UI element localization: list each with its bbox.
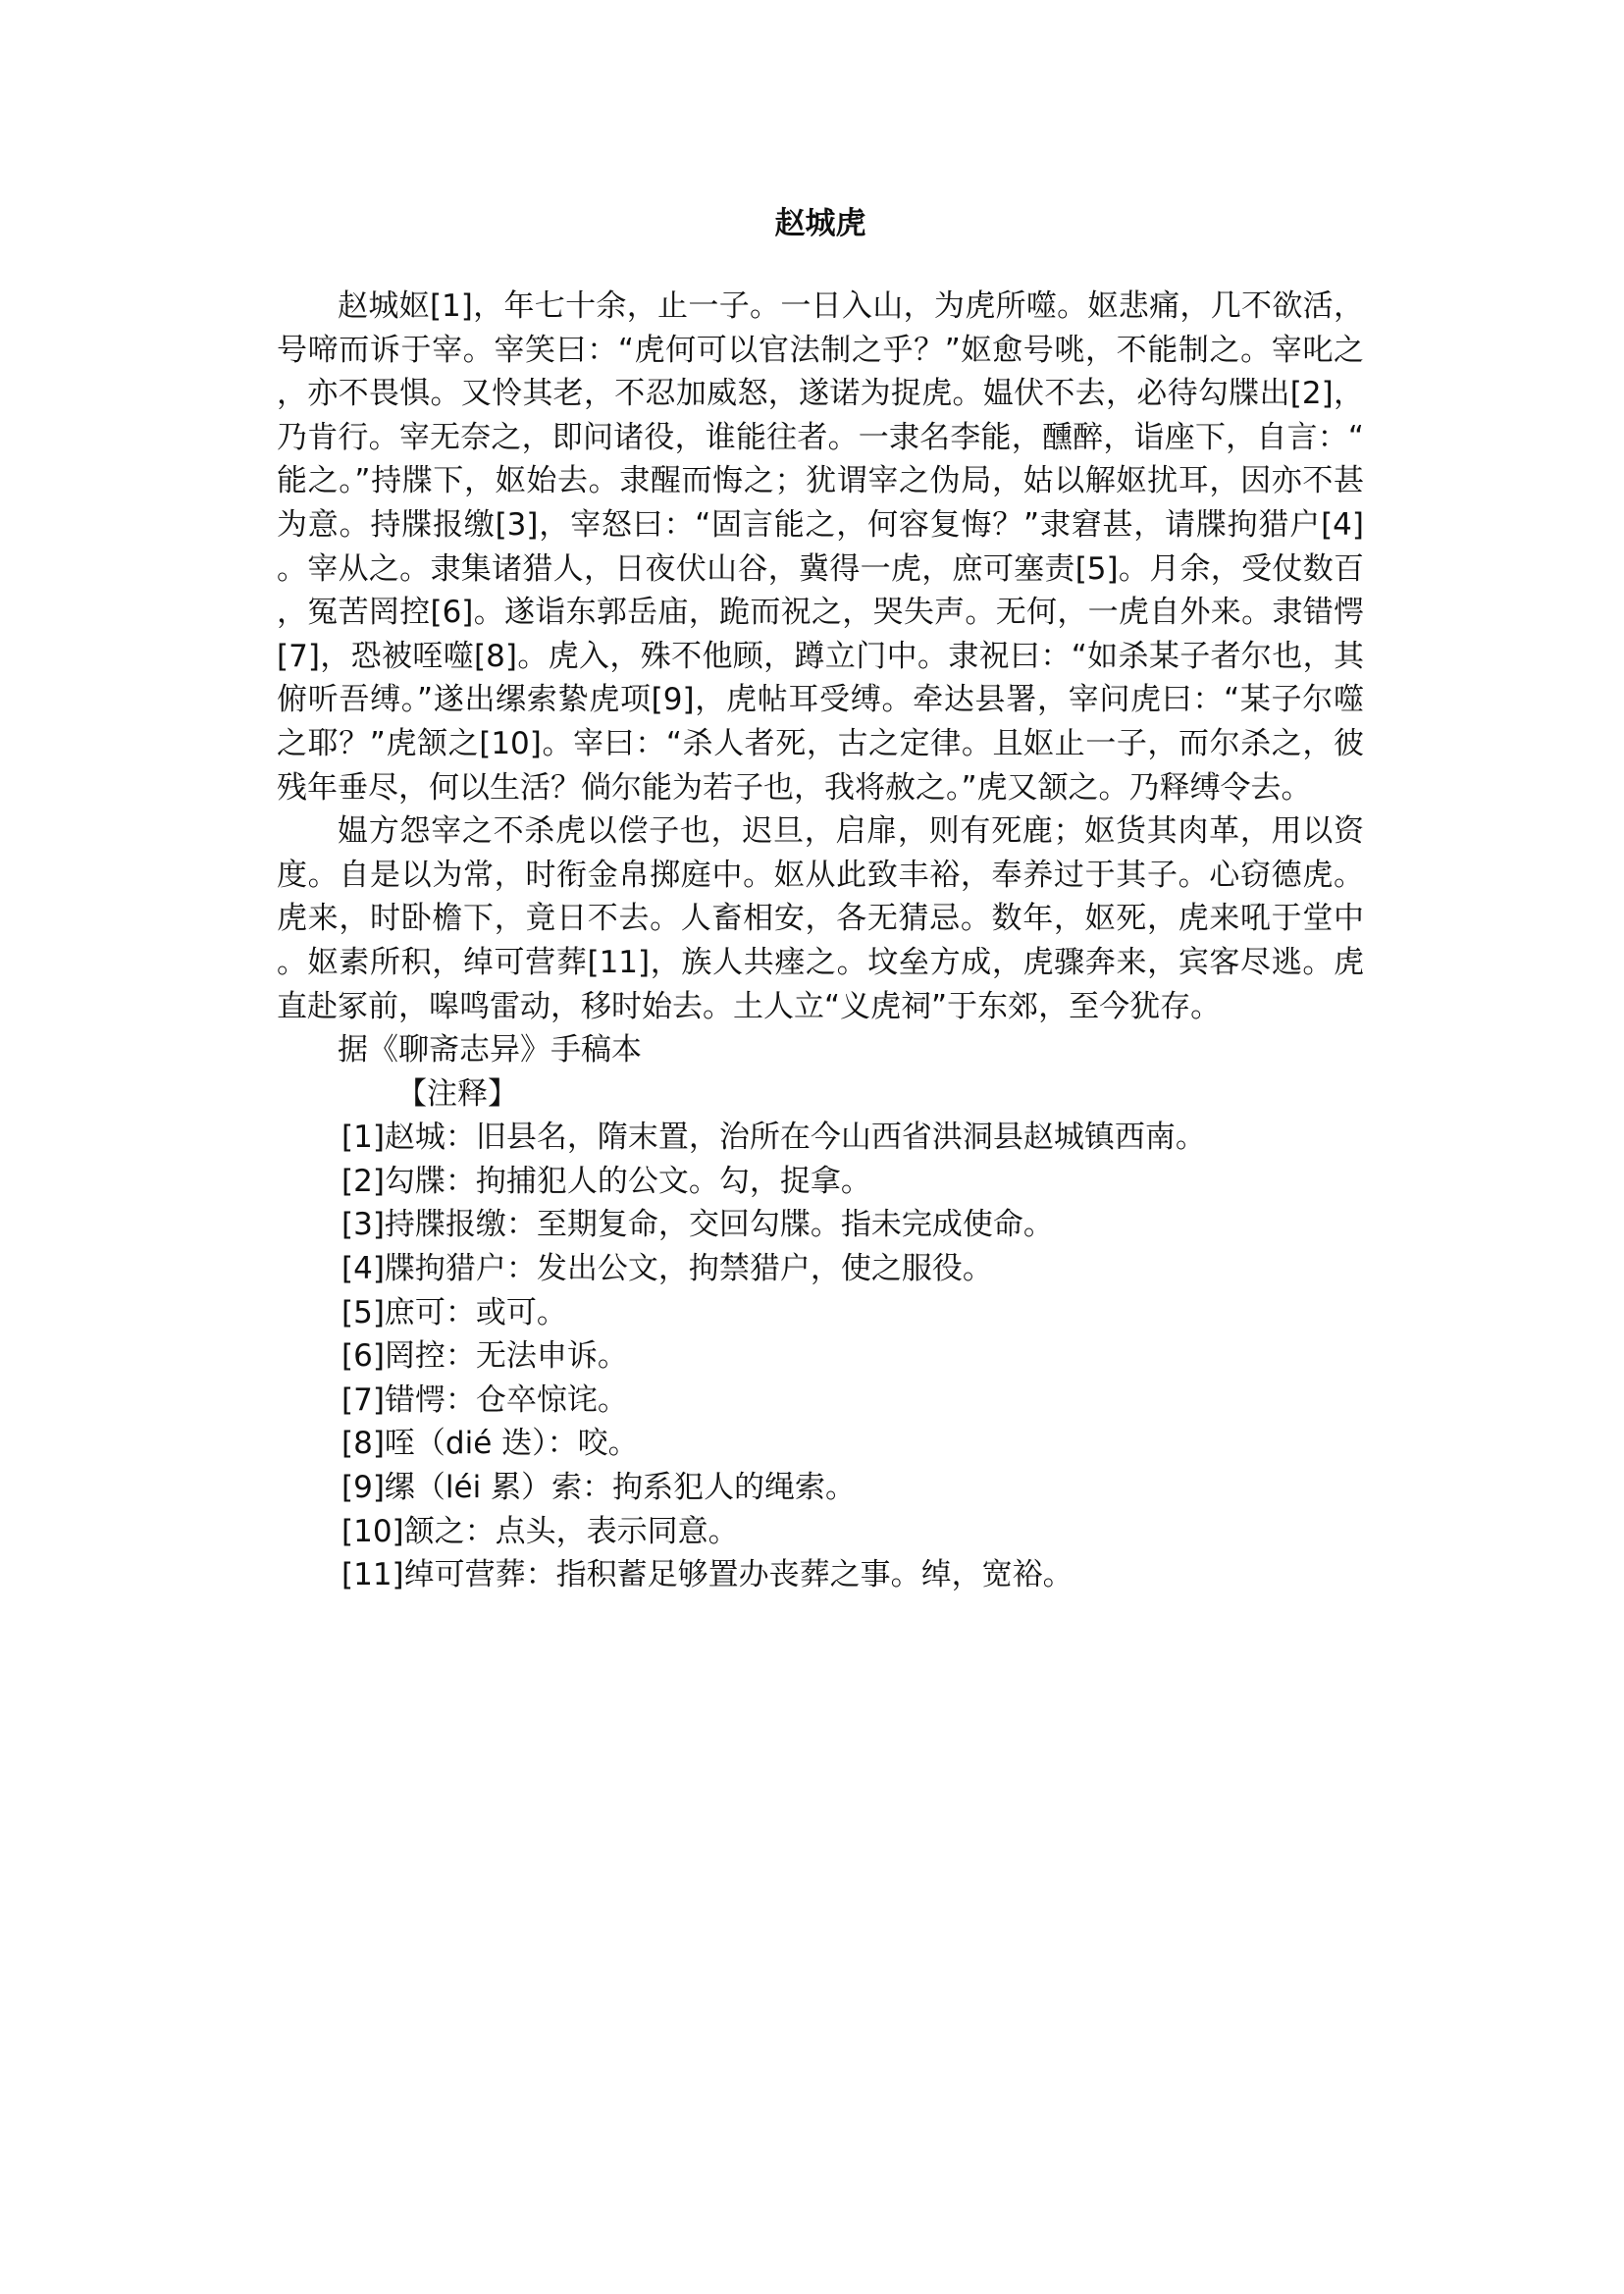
body-paragraph-1: 赵城妪[1]，年七十余，止一子。一日入山，为虎所噬。妪悲痛，几不欲活，号啼而诉于宰。宰笑曰：“虎何可以官法制之乎？”妪愈号咷，不能制之。宰叱之，亦不畏惧。又怜其老，不忍加威怒，遂诺为捉虎。媪伏不去，必待勾牒出[2]，乃肯行。宰无奈之，即问诸役，谁能往者。一隶名李能，醺醉，诣座下，自言：“能之。”持牒下，妪始去。隶醒而悔之；犹谓宰之伪局，姑以解妪扰耳，因亦不甚为意。持牒报缴[3]，宰怒曰：“固言能之，何容复悔？”隶窘甚，请牒拘猎户[4]。宰从之。隶集诸猎人，日夜伏山谷，冀得一虎，庶可塞责[5]。月余，受仗数百，冤苦罔控[6]。遂诣东郭岳庙，跪而祝之，哭失声。无何，一虎自外来。隶错愕[7]，恐被咥噬[8]。虎入，殊不他顾，蹲立门中。隶祝曰：“如杀某子者尔也，其俯听吾缚。”遂出缧索絷虎项[9]，虎帖耳受缚。牵达县署，宰问虎曰：“某子尔噬之耶？”虎颔之[10]。宰曰：“杀人者死，古之定律。且妪止一子，而尔杀之，彼残年垂尽，何以生活？倘尔能为若子也，我将赦之。”虎又颔之。乃释缚令去。: [277, 288, 1364, 806]
note-item-3: [3]持牒报缴：至期复命，交回勾牒。指未完成使命。: [341, 1207, 1054, 1243]
source-citation: 据《聊斋志异》手稿本: [338, 1032, 642, 1069]
note-item-5: [5]庶可：或可。: [341, 1294, 567, 1330]
body-paragraph-2: 媪方怨宰之不杀虎以偿子也，迟旦，启扉，则有死鹿；妪货其肉革，用以资度。自是以为常，时衔金帛掷庭中。妪从此致丰裕，奉养过于其子。心窃德虎。虎来，时卧檐下，竟日不去。人畜相安，各无猜忌。数年，妪死，虎来吼于堂中。妪素所积，绰可营葬[11]，族人共瘗之。坟垒方成，虎骤奔来，宾客尽逃。虎直赴冢前，嗥鸣雷动，移时始去。土人立“义虎祠”于东郊，至今犹存。: [277, 813, 1364, 1024]
note-item-8: [8]咥（dié 迭）：咬。: [341, 1426, 639, 1462]
note-item-2: [2]勾牒：拘捕犯人的公文。勾，捉拿。: [341, 1163, 871, 1199]
document-body: [277, 285, 1364, 1597]
note-item-10: [10]颔之：点头，表示同意。: [341, 1513, 739, 1549]
note-item-9: [9]缧（léi 累）索：拘系犯人的绳索。: [341, 1470, 857, 1506]
note-item-11: [11]绰可营葬：指积蓄足够置办丧葬之事。绰，宽裕。: [341, 1557, 1074, 1593]
note-item-6: [6]罔控：无法申诉。: [341, 1338, 628, 1375]
notes-heading: 【注释】: [396, 1075, 518, 1112]
note-item-7: [7]错愕：仓卒惊诧。: [341, 1382, 628, 1418]
document-title: 赵城虎: [774, 206, 866, 241]
notes-list: [277, 1116, 1364, 1597]
note-item-4: [4]牒拘猎户：发出公文，拘禁猎户，使之服役。: [341, 1251, 993, 1287]
note-item-1: [1]赵城：旧县名，隋末置，治所在今山西省洪洞县赵城镇西南。: [341, 1120, 1206, 1156]
